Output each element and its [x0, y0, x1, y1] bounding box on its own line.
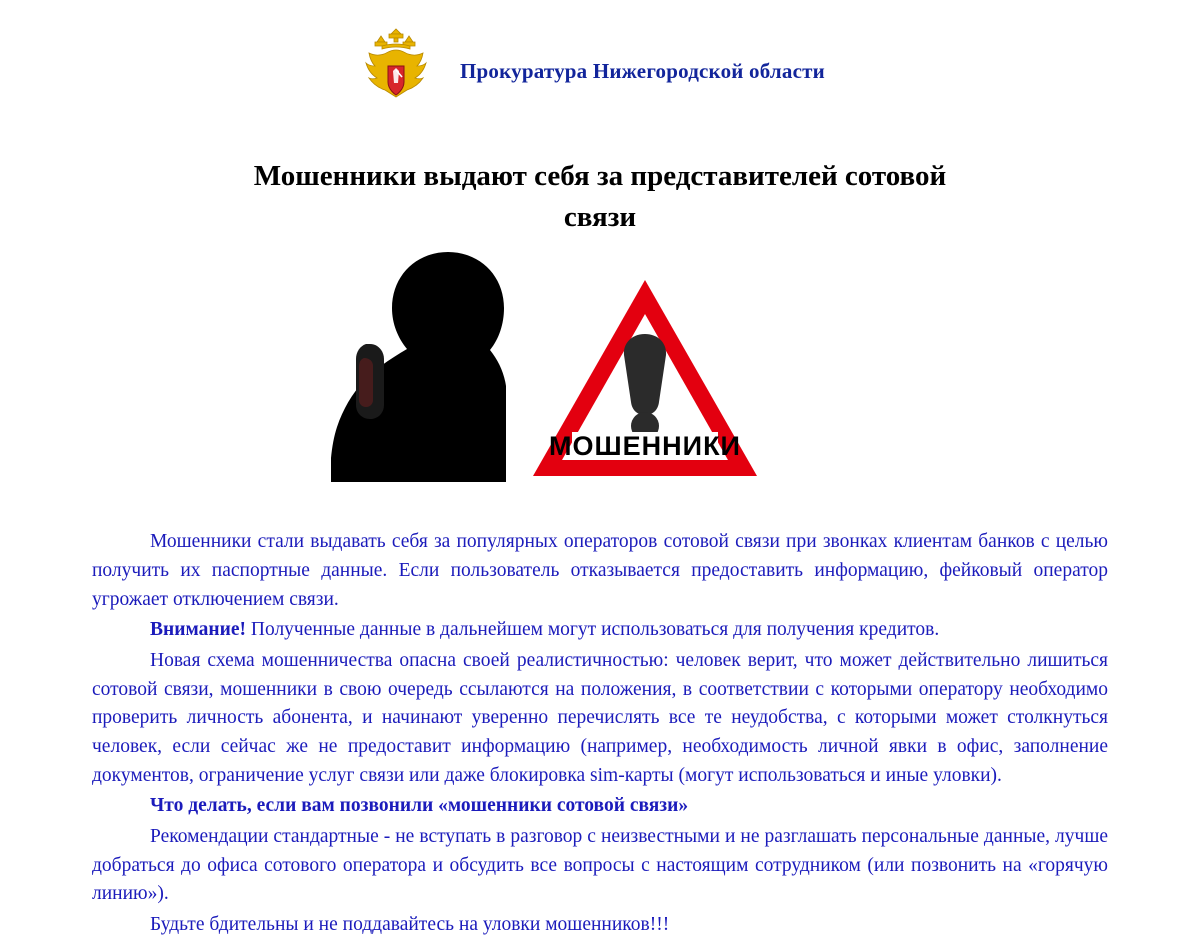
paragraph-attention	[92, 616, 1108, 645]
organization-title: Прокуратура Нижегородской области	[460, 58, 825, 83]
page-title: Мошенники выдают себя за представителей сотовой связи	[253, 160, 947, 234]
paragraph-closing: Будьте бдительны и не поддавайтесь на уловки мошенников!!!	[150, 913, 670, 935]
paragraph-scheme: Новая схема мошенничества опасна своей реалистичностью: человек верит, что может действительно лишиться сотовой связи, мошенники в свою очередь ссылаются на положения, в соответствии с которыми оператору необходимо проверить личность абонента, и начинают уверенно перечислять все те неудобства, с которыми может столкнуться человек, если сейчас же не предоставит информацию (например, необходимость личной явки в офис, заполнение документов, ограничение услуг связи или даже блокировка sim-карты (могут использоваться и иные уловки).	[92, 649, 1108, 786]
illustration	[320, 246, 880, 506]
attention-text: Полученные данные в дальнейшем могут использоваться для получения кредитов.	[246, 619, 940, 641]
attention-lead: Внимание!	[150, 619, 246, 641]
paragraph-intro: Мошенники стали выдавать себя за популярных операторов сотовой связи при звонках клиентам банков с целью получить их паспортные данные. Если пользователь отказывается предоставить информацию, фейковый оператор угрожает отключением связи.	[92, 531, 1108, 610]
section-subheading: Что делать, если вам позвонили «мошенники сотовой связи»	[150, 795, 689, 817]
document-body	[92, 528, 1108, 939]
document-header	[0, 0, 1200, 114]
russian-coat-of-arms-icon	[360, 28, 432, 114]
warning-sign-label: МОШЕННИКИ	[549, 431, 741, 462]
exclamation-triangle-icon	[528, 274, 763, 494]
paragraph-recommendations: Рекомендации стандартные - не вступать в разговор с неизвестными и не разглашать персональные данные, лучше добраться до офиса сотового оператора и обсудить все вопросы с настоящим сотрудником (или позвонить на «горячую линию»).	[92, 825, 1108, 905]
